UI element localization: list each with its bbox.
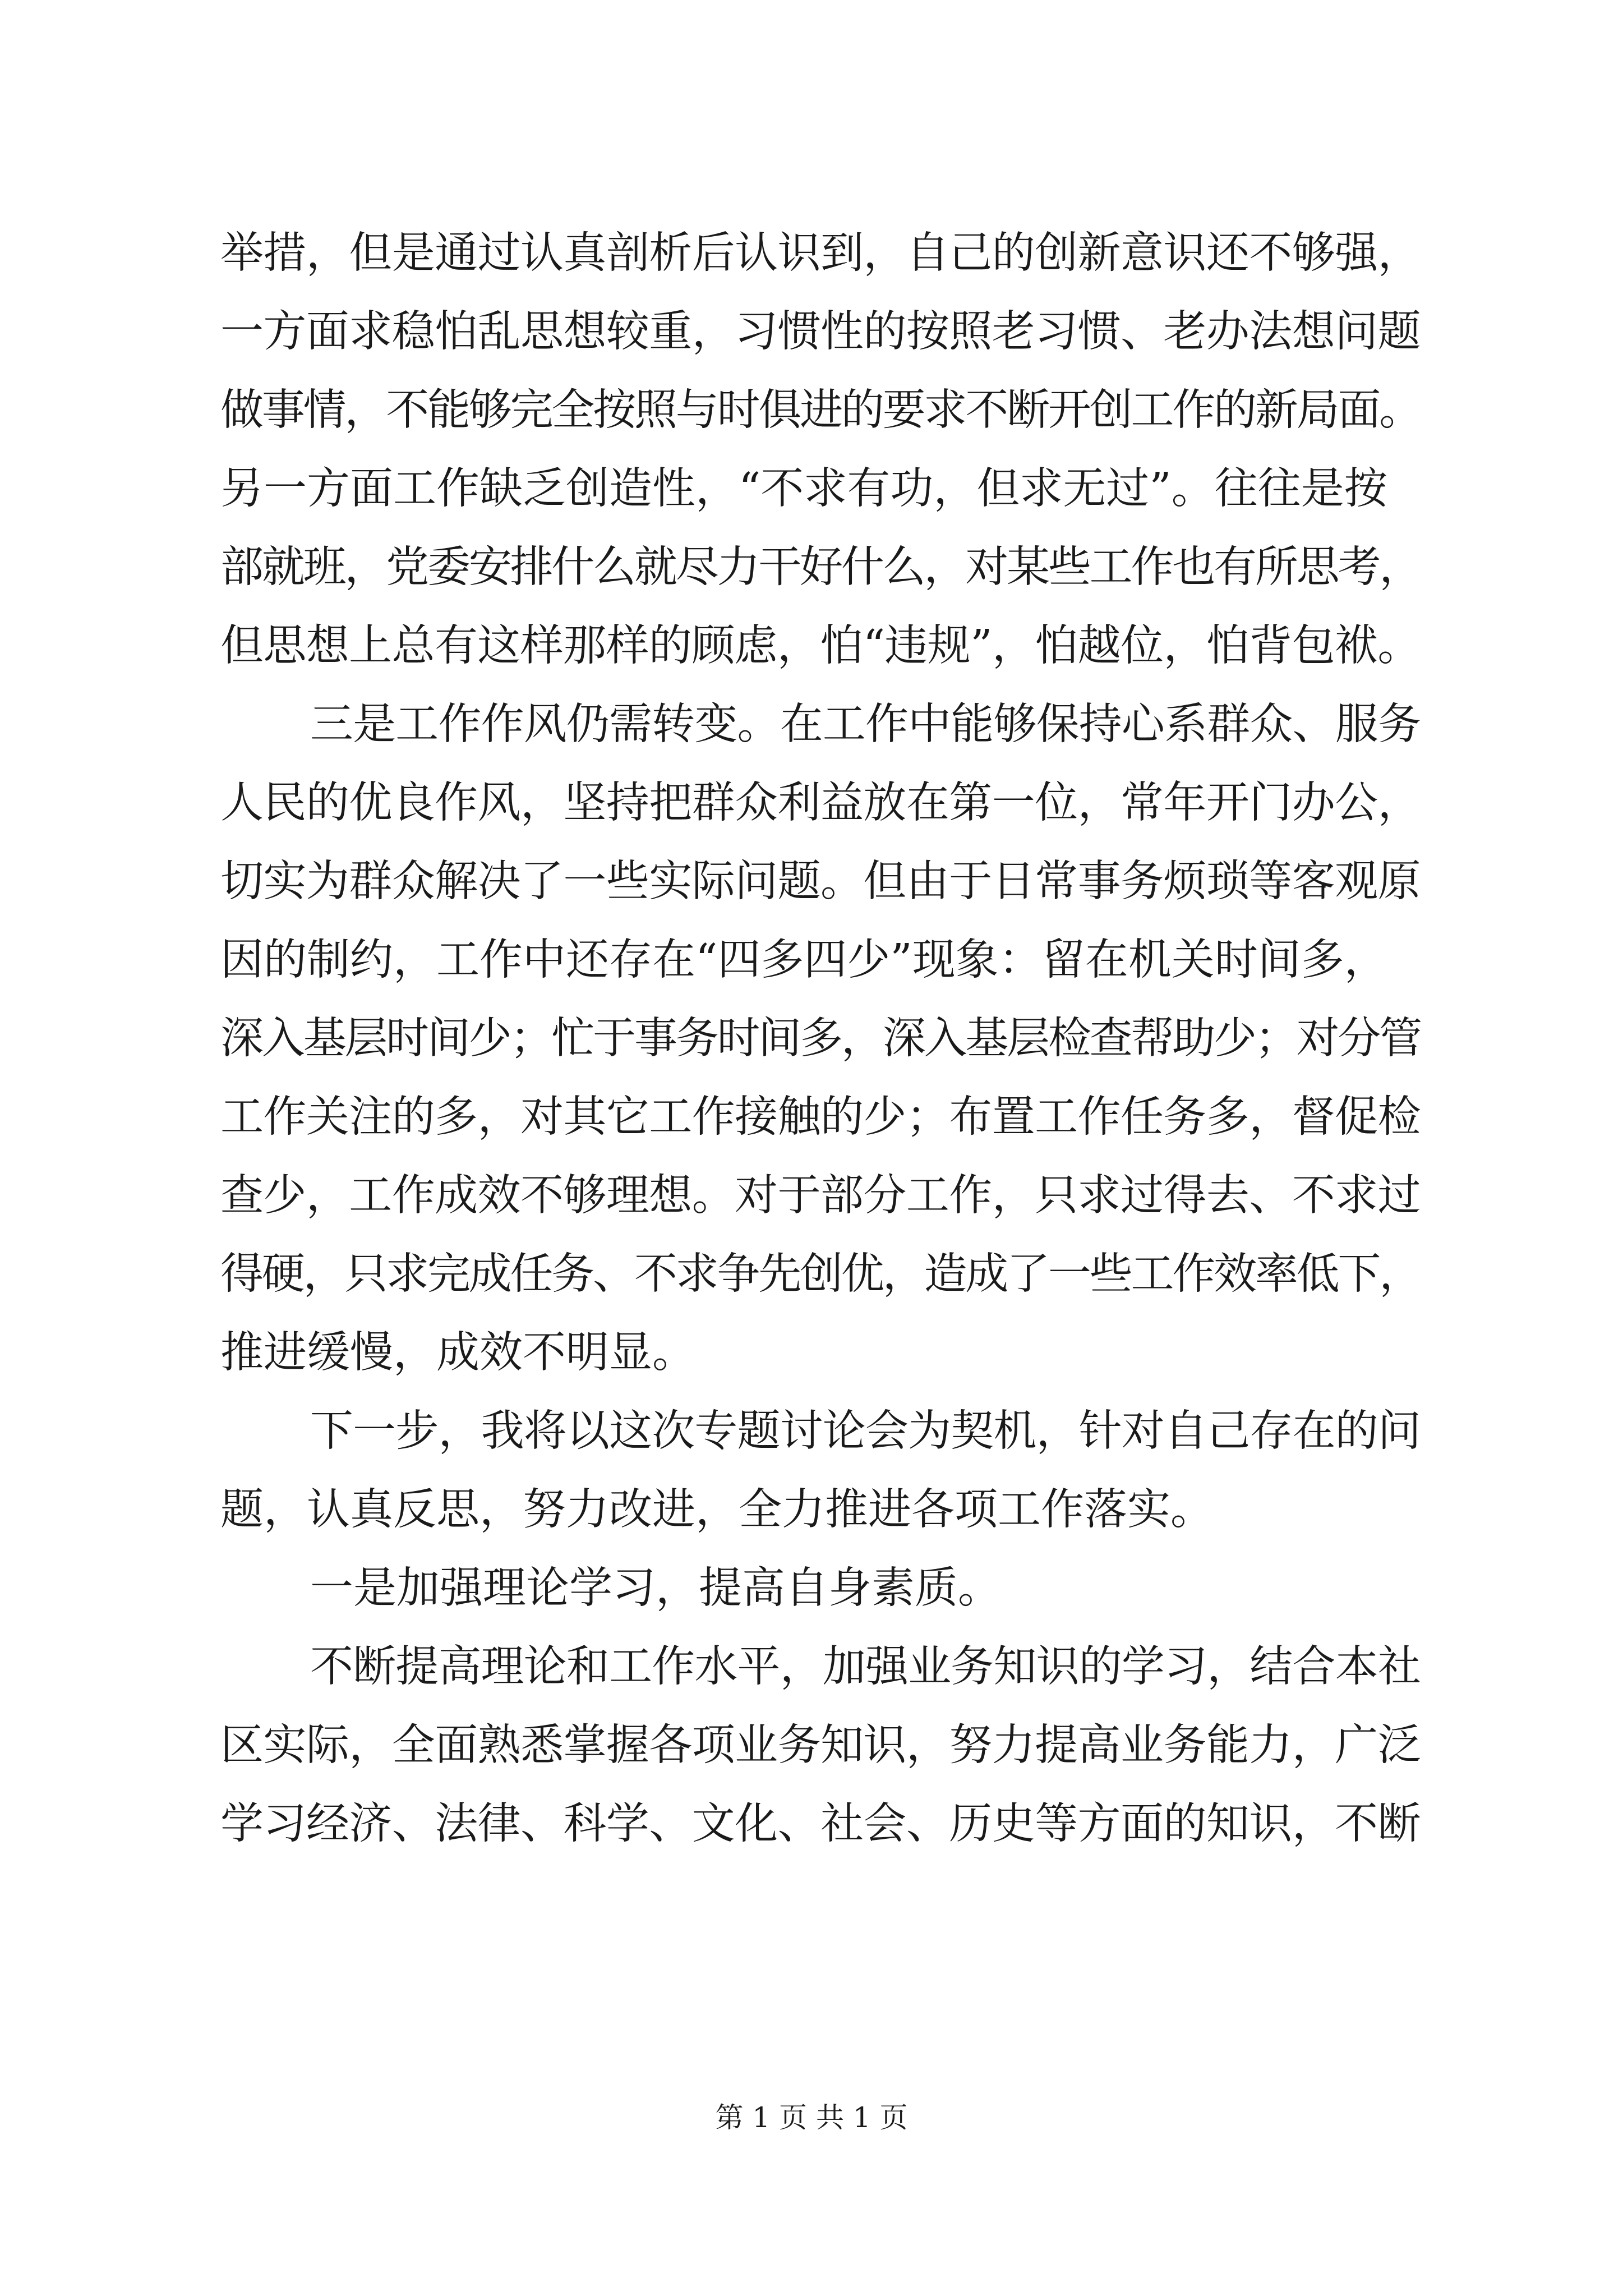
text-line: 推进缓慢，成效不明显。: [220, 1328, 695, 1378]
text-line: 区实际，全面熟悉掌握各项业务知识，努力提高业务能力，广泛: [220, 1720, 1421, 1770]
text-line: 另一方面工作缺乏创造性，“不求有功，但求无过”。往往是按: [220, 464, 1387, 514]
text-line: 一方面求稳怕乱思想较重，习惯性的按照老习惯、老办法想问题: [220, 307, 1421, 357]
text-line: 学习经济、法律、科学、文化、社会、历史等方面的知识，不断: [220, 1799, 1421, 1849]
text-line: 得硬，只求完成任务、不求争先创优，造成了一些工作效率低下，: [220, 1249, 1421, 1299]
text-line: 工作关注的多，对其它工作接触的少；布置工作任务多，督促检: [220, 1092, 1421, 1142]
text-line: 人民的优良作风，坚持把群众利益放在第一位，常年开门办公，: [220, 778, 1421, 828]
text-line: 三是工作作风仍需转变。在工作中能够保持心系群众、服务: [310, 700, 1421, 749]
text-line: 切实为群众解决了一些实际问题。但由于日常事务烦琐等客观原: [220, 857, 1421, 907]
page-footer: 第 1 页 共 1 页: [715, 2101, 908, 2134]
text-line: 深入基层时间少；忙于事务时间多，深入基层检查帮助少；对分管: [220, 1014, 1421, 1064]
text-line: 查少，工作成效不够理想。对于部分工作，只求过得去、不求过: [220, 1171, 1421, 1221]
text-line: 因的制约，工作中还存在“四多四少”现象：留在机关时间多，: [220, 935, 1387, 985]
text-line: 题，认真反思，努力改进，全力推进各项工作落实。: [220, 1485, 1214, 1535]
text-line: 不断提高理论和工作水平，加强业务知识的学习，结合本社: [310, 1642, 1421, 1692]
text-line: 举措，但是通过认真剖析后认识到，自己的创新意识还不够强，: [220, 228, 1421, 278]
document-body: [220, 214, 1421, 1864]
text-line: 部就班，党委安排什么就尽力干好什么，对某些工作也有所思考，: [220, 542, 1421, 592]
text-line: 下一步，我将以这次专题讨论会为契机，针对自己存在的问: [310, 1406, 1421, 1456]
text-line: 做事情，不能够完全按照与时俱进的要求不断开创工作的新局面。: [220, 385, 1421, 435]
text-line: 但思想上总有这样那样的顾虑，怕“违规”，怕越位，怕背包袱。: [220, 621, 1421, 671]
text-line: 一是加强理论学习，提高自身素质。: [310, 1563, 1001, 1613]
